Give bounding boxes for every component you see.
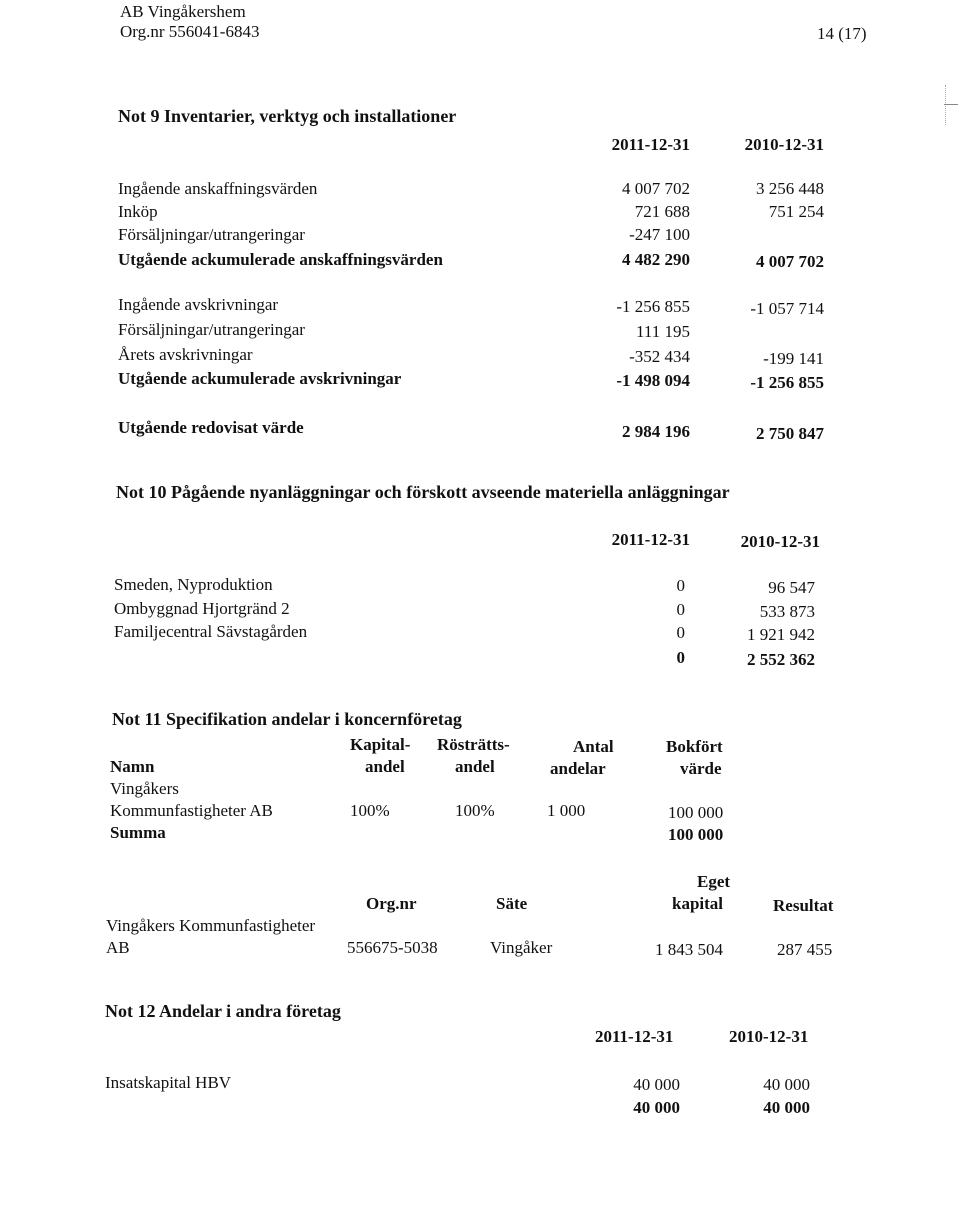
- note11-header-seat: Säte: [496, 894, 528, 913]
- note11-subsidiary-name: Vingåkers Kommunfastigheter: [106, 916, 316, 935]
- note9-row-v1: -352 434: [629, 347, 690, 366]
- note11-subsidiary-seat: Vingåker: [490, 938, 553, 957]
- note12-total-v2: 40 000: [763, 1098, 810, 1117]
- note10-col2-header: 2010-12-31: [740, 532, 820, 551]
- note9-subtotal-v2: -1 256 855: [750, 373, 824, 392]
- note9-col2-header: 2010-12-31: [744, 135, 824, 154]
- note9-col1-header: 2011-12-31: [611, 135, 690, 154]
- note9-row-label: Försäljningar/utrangeringar: [118, 320, 305, 339]
- note12-row-v2: 40 000: [763, 1075, 810, 1094]
- org-number: Org.nr 556041-6843: [120, 22, 260, 41]
- note12-row-label: Insatskapital HBV: [105, 1073, 232, 1092]
- note12-col1-header: 2011-12-31: [595, 1027, 674, 1046]
- note11-subsidiary-name-2: AB: [106, 938, 130, 957]
- note9-row-label: Inköp: [118, 202, 158, 221]
- note11-sum-value: 100 000: [668, 825, 724, 844]
- note10-row-label: Smeden, Nyproduktion: [114, 575, 273, 594]
- note10-row-v1: 0: [676, 623, 685, 642]
- margin-tick: [944, 104, 958, 105]
- note10-row-v2: 96 547: [768, 578, 815, 597]
- note11-title: Not 11 Specifikation andelar i koncernföretag: [112, 709, 462, 729]
- note10-row-v2: 1 921 942: [747, 625, 815, 644]
- note9-subtotal-label: Utgående ackumulerade anskaffningsvärden: [118, 250, 443, 269]
- page-number: 14 (17): [817, 24, 867, 43]
- margin-mark: [945, 85, 946, 125]
- note9-row-v2: 3 256 448: [756, 179, 824, 198]
- note10-col1-header: 2011-12-31: [611, 530, 690, 549]
- note9-total-v2: 2 750 847: [756, 424, 824, 443]
- note9-total-v1: 2 984 196: [622, 422, 690, 441]
- note11-header-name: Namn: [110, 757, 155, 776]
- note9-subtotal-v1: -1 498 094: [616, 371, 690, 390]
- note11-book-value: 100 000: [668, 803, 724, 822]
- note9-row-label: Försäljningar/utrangeringar: [118, 225, 305, 244]
- note10-total-v2: 2 552 362: [747, 650, 815, 669]
- note9-title: Not 9 Inventarier, verktyg och installationer: [118, 106, 457, 126]
- note9-row-v1: -1 256 855: [616, 297, 690, 316]
- note12-total-v1: 40 000: [633, 1098, 680, 1117]
- note11-header-vote-2: andel: [455, 757, 495, 776]
- note9-subtotal-v2: 4 007 702: [756, 252, 824, 271]
- note11-header-count: Antal: [573, 737, 614, 756]
- note11-header-equity: Eget: [697, 872, 731, 891]
- company-name: AB Vingåkershem: [120, 2, 246, 21]
- note12-title: Not 12 Andelar i andra företag: [105, 1001, 341, 1021]
- note11-header-book-2: värde: [680, 759, 722, 778]
- note11-header-book: Bokfört: [666, 737, 723, 756]
- note12-row-v1: 40 000: [633, 1075, 680, 1094]
- note9-row-label: Årets avskrivningar: [118, 345, 253, 364]
- note11-header-capital-2: andel: [365, 757, 405, 776]
- note11-subsidiary-result: 287 455: [777, 940, 833, 959]
- note9-row-v2: -199 141: [763, 349, 824, 368]
- note9-subtotal-v1: 4 482 290: [622, 250, 690, 269]
- note12-col2-header: 2010-12-31: [729, 1027, 809, 1046]
- note11-header-vote: Rösträtts-: [437, 735, 510, 754]
- note11-header-capital: Kapital-: [350, 735, 411, 754]
- note9-row-v1: 4 007 702: [622, 179, 690, 198]
- note9-row-label: Ingående anskaffningsvärden: [118, 179, 318, 198]
- note11-sum-label: Summa: [110, 823, 166, 842]
- note9-row-v1: 721 688: [634, 202, 690, 221]
- note10-title: Not 10 Pågående nyanläggningar och förskott avseende materiella anläggningar: [116, 482, 730, 502]
- note11-share-count: 1 000: [547, 801, 586, 820]
- note10-row-label: Ombyggnad Hjortgränd 2: [114, 599, 290, 618]
- note11-header-orgnr: Org.nr: [366, 894, 417, 913]
- note9-row-v1: 111 195: [636, 322, 690, 341]
- note9-row-v2: 751 254: [768, 202, 824, 221]
- note11-header-result: Resultat: [773, 896, 834, 915]
- note10-row-v1: 0: [676, 576, 685, 595]
- note10-total-v1: 0: [676, 648, 685, 667]
- note9-total-label: Utgående redovisat värde: [118, 418, 304, 437]
- note11-capital-share: 100%: [350, 801, 390, 820]
- note10-row-v1: 0: [676, 600, 685, 619]
- note11-vote-share: 100%: [455, 801, 495, 820]
- note9-row-v1: -247 100: [629, 225, 690, 244]
- note9-subtotal-label: Utgående ackumulerade avskrivningar: [118, 369, 402, 388]
- note11-company-name-2: Kommunfastigheter AB: [110, 801, 273, 820]
- note9-row-label: Ingående avskrivningar: [118, 295, 279, 314]
- note10-row-v2: 533 873: [759, 602, 815, 621]
- note9-row-v2: -1 057 714: [750, 299, 824, 318]
- note11-subsidiary-equity: 1 843 504: [655, 940, 723, 959]
- note10-row-label: Familjecentral Sävstagården: [114, 622, 308, 641]
- note11-company-name: Vingåkers: [110, 779, 179, 798]
- note11-header-equity-2: kapital: [672, 894, 724, 913]
- note11-header-count-2: andelar: [550, 759, 606, 778]
- note11-subsidiary-orgnr: 556675-5038: [347, 938, 438, 957]
